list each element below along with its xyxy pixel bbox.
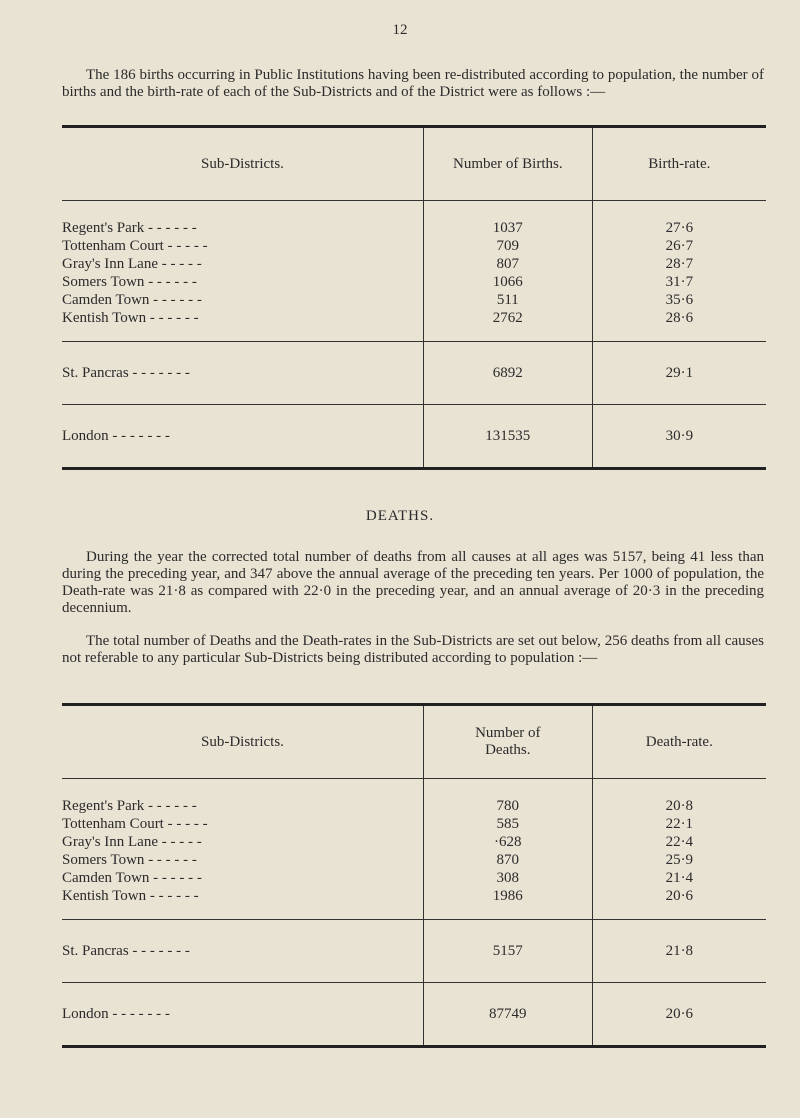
subdistrict-name xyxy=(62,273,423,291)
death-rate: 22·1 xyxy=(592,815,766,833)
table-row xyxy=(62,237,766,255)
deaths-count: ·628 xyxy=(423,833,592,851)
table-row xyxy=(62,255,766,273)
table-row-total xyxy=(62,342,766,405)
deaths-table xyxy=(62,703,766,1048)
table-row-total xyxy=(62,920,766,983)
row-label: Camden Town xyxy=(62,870,150,886)
subdistrict-name xyxy=(62,779,423,816)
births-count: 131535 xyxy=(423,405,592,469)
leader-dashes: - - - - - - xyxy=(148,852,197,868)
table-row xyxy=(62,779,766,816)
row-label: Regent's Park xyxy=(62,220,145,236)
table-row xyxy=(62,291,766,309)
death-rate: 25·9 xyxy=(592,851,766,869)
births-header-subdistricts: Sub-Districts. xyxy=(62,127,423,201)
table-row xyxy=(62,309,766,342)
leader-dashes: - - - - - xyxy=(167,238,208,254)
table-row-london xyxy=(62,405,766,469)
leader-dashes: - - - - - - xyxy=(149,888,199,904)
births-header-number xyxy=(423,127,592,201)
deaths-heading: DEATHS. xyxy=(365,508,435,524)
deaths-header-subdistricts: Sub-Districts. xyxy=(62,705,423,779)
row-label: Gray's Inn Lane xyxy=(62,256,158,272)
leader-dashes: - - - - - - xyxy=(149,310,199,326)
subdistrict-name xyxy=(62,201,423,238)
london-name xyxy=(62,983,423,1047)
row-label: Tottenham Court xyxy=(62,816,164,832)
subdistrict-name xyxy=(62,291,423,309)
leader-dashes: - - - - - - xyxy=(148,220,197,236)
subdistrict-name xyxy=(62,237,423,255)
death-rate: 21·8 xyxy=(592,920,766,983)
row-label: St. Pancras xyxy=(62,364,129,381)
births-table-header-row xyxy=(62,127,766,201)
deaths-header-number xyxy=(423,705,592,779)
district-name xyxy=(62,342,423,405)
table-row xyxy=(62,201,766,238)
deaths-paragraph-2: The total number of Deaths and the Death-rates in the Sub-Districts are set out below, 256 deaths from all causes not referable to any particular Sub-Districts being distributed according to population :— xyxy=(62,633,764,666)
district-name xyxy=(62,920,423,983)
birth-rate: 28·7 xyxy=(592,255,766,273)
deaths-paragraph-1: During the year the corrected total number of deaths from all causes at all ages was 5157, being 41 less than during the preceding year, and 347 above the annual average of the preceding ten years. Per 1000 of population, the Death-rate was 21·8 as compared with 22·0 in the preceding year, and an annual average of 20·3 in the preceding decennium. xyxy=(62,549,764,616)
row-label: Kentish Town xyxy=(62,888,147,904)
births-count: 1066 xyxy=(423,273,592,291)
leader-dashes: - - - - - xyxy=(167,816,208,832)
death-rate: 21·4 xyxy=(592,869,766,887)
row-label: London xyxy=(62,1005,109,1022)
birth-rate: 26·7 xyxy=(592,237,766,255)
row-label: Regent's Park xyxy=(62,798,145,814)
deaths-count: 1986 xyxy=(423,887,592,920)
table-row-london xyxy=(62,983,766,1047)
london-name xyxy=(62,405,423,469)
deaths-count: 5157 xyxy=(423,920,592,983)
page-number: 12 xyxy=(392,22,408,38)
leader-dashes: - - - - - - - xyxy=(112,1005,170,1022)
deaths-count: 308 xyxy=(423,869,592,887)
leader-dashes: - - - - - xyxy=(161,834,202,850)
birth-rate: 35·6 xyxy=(592,291,766,309)
deaths-header-rate: Death-rate. xyxy=(592,705,766,779)
leader-dashes: - - - - - - xyxy=(153,870,202,886)
row-label: Kentish Town xyxy=(62,310,147,326)
births-count: 511 xyxy=(423,291,592,309)
death-rate: 20·8 xyxy=(592,779,766,816)
birth-rate: 27·6 xyxy=(592,201,766,238)
leader-dashes: - - - - - - xyxy=(153,292,202,308)
row-label: Camden Town xyxy=(62,292,150,308)
row-label: Gray's Inn Lane xyxy=(62,834,158,850)
subdistrict-name xyxy=(62,815,423,833)
birth-rate: 29·1 xyxy=(592,342,766,405)
deaths-count: 87749 xyxy=(423,983,592,1047)
death-rate: 20·6 xyxy=(592,983,766,1047)
leader-dashes: - - - - - - xyxy=(148,274,197,290)
row-label: Somers Town xyxy=(62,274,145,290)
births-count: 6892 xyxy=(423,342,592,405)
births-count: 807 xyxy=(423,255,592,273)
leader-dashes: - - - - - - xyxy=(148,798,197,814)
row-label: Tottenham Court xyxy=(62,238,164,254)
birth-rate: 28·6 xyxy=(592,309,766,342)
births-table xyxy=(62,125,766,470)
births-count: 709 xyxy=(423,237,592,255)
births-header-rate: Birth-rate. xyxy=(592,127,766,201)
subdistrict-name xyxy=(62,255,423,273)
subdistrict-name xyxy=(62,887,423,920)
deaths-header-number-label: Number of Deaths. xyxy=(475,725,541,758)
table-row xyxy=(62,273,766,291)
death-rate: 20·6 xyxy=(592,887,766,920)
birth-rate: 30·9 xyxy=(592,405,766,469)
subdistrict-name xyxy=(62,309,423,342)
leader-dashes: - - - - - - - xyxy=(132,942,190,959)
leader-dashes: - - - - - xyxy=(161,256,202,272)
births-intro-paragraph: The 186 births occurring in Public Institutions having been re-distributed according to population, the number of births and the birth-rate of each of the Sub-Districts and of the District were as follows :— xyxy=(62,67,764,100)
subdistrict-name xyxy=(62,851,423,869)
births-header-number-label: Number of Births. xyxy=(453,155,563,172)
deaths-count: 585 xyxy=(423,815,592,833)
row-label: St. Pancras xyxy=(62,942,129,959)
subdistrict-name xyxy=(62,833,423,851)
death-rate: 22·4 xyxy=(592,833,766,851)
table-row xyxy=(62,815,766,833)
subdistrict-name xyxy=(62,869,423,887)
row-label: Somers Town xyxy=(62,852,145,868)
birth-rate: 31·7 xyxy=(592,273,766,291)
births-count: 1037 xyxy=(423,201,592,238)
table-row xyxy=(62,851,766,869)
deaths-count: 780 xyxy=(423,779,592,816)
births-count: 2762 xyxy=(423,309,592,342)
deaths-count: 870 xyxy=(423,851,592,869)
table-row xyxy=(62,869,766,887)
deaths-table-header-row xyxy=(62,705,766,779)
table-row xyxy=(62,887,766,920)
table-row xyxy=(62,833,766,851)
leader-dashes: - - - - - - - xyxy=(112,427,170,444)
row-label: London xyxy=(62,427,109,444)
leader-dashes: - - - - - - - xyxy=(132,364,190,381)
